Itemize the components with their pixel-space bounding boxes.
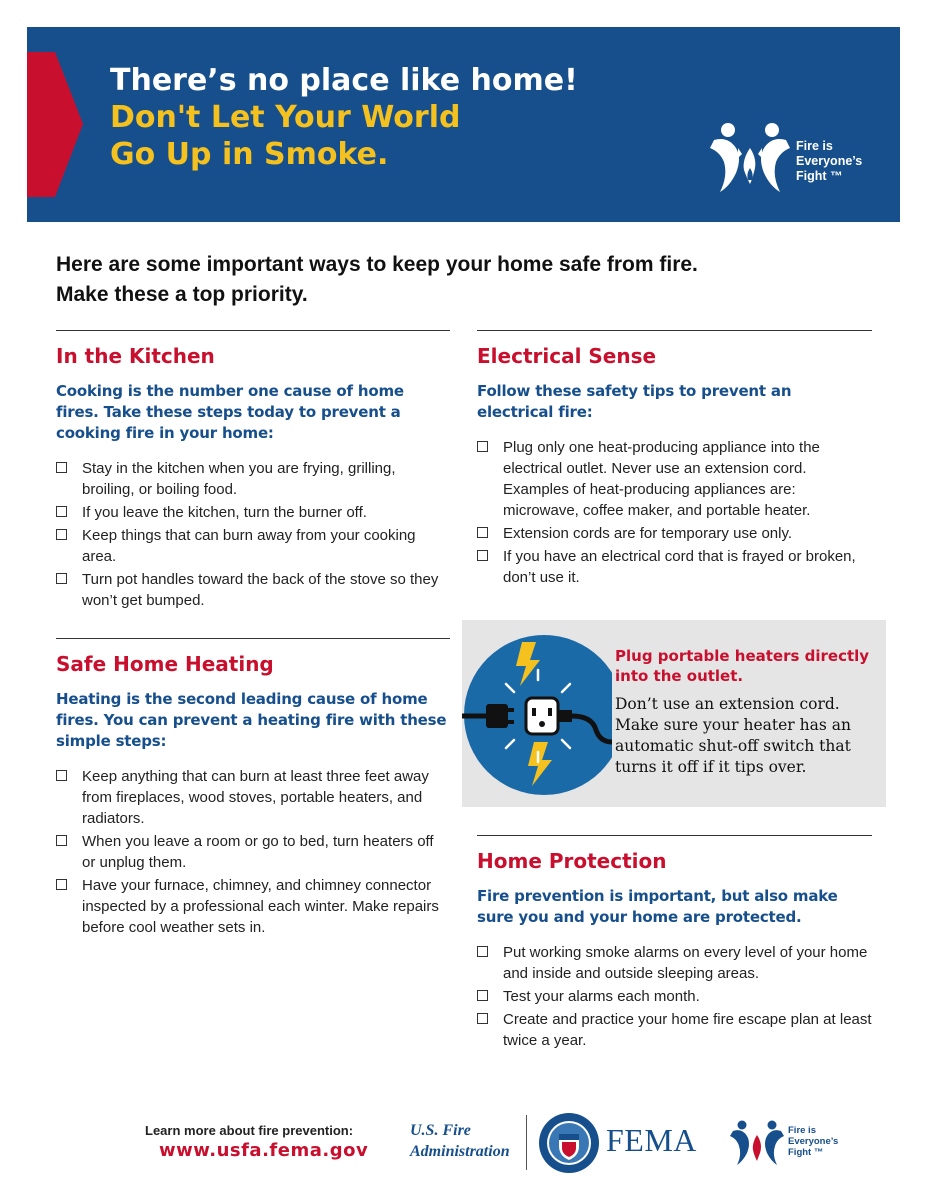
section-lead-electrical: Follow these safety tips to prevent an electrical fire: (477, 382, 792, 421)
section-heating (56, 638, 450, 940)
section-electrical (477, 330, 872, 590)
checklist-item-text: If you have an electrical cord that is frayed or broken, don’t use it. (503, 548, 856, 586)
section-lead-protection: Fire prevention is important, but also make sure you and your home are protected. (477, 887, 838, 926)
checklist-item (56, 502, 450, 523)
checklist-electrical (477, 437, 872, 588)
intro-text (56, 250, 876, 310)
checklist-item (477, 986, 872, 1007)
checklist-item-text: Turn pot handles toward the back of the stove so they won’t get bumped. (82, 571, 439, 609)
plug-outlet-icon (462, 630, 612, 800)
banner-logo-text-line-1: Fire is (796, 139, 833, 153)
section-title-protection: Home Protection (477, 849, 667, 873)
checkbox[interactable] (56, 573, 67, 584)
checklist-item (56, 525, 450, 567)
checklist-item-text: If you leave the kitchen, turn the burner off. (82, 504, 367, 521)
checklist-item-text: Stay in the kitchen when you are frying, grilling, broiling, or boiling food. (82, 460, 396, 498)
usfa-line-2: Administration (410, 1143, 510, 1160)
section-divider (477, 835, 872, 836)
banner-logo-text-line-2: Everyone’s (796, 154, 863, 168)
checkbox[interactable] (477, 550, 488, 561)
checklist-item (56, 875, 450, 938)
banner-title-line-1: There’s no place like home! (110, 63, 578, 98)
checkbox[interactable] (56, 835, 67, 846)
footer-url-link[interactable]: www.usfa.fema.gov (159, 1140, 369, 1161)
red-chevron-graphic (27, 52, 83, 197)
checklist-item (477, 437, 872, 521)
footer-divider (526, 1115, 527, 1170)
checklist-kitchen (56, 458, 450, 611)
section-title-kitchen: In the Kitchen (56, 344, 215, 368)
section-title-electrical: Electrical Sense (477, 344, 657, 368)
checkbox[interactable] (477, 527, 488, 538)
section-divider (477, 330, 872, 331)
dhs-seal-icon (538, 1112, 600, 1174)
section-title-heating: Safe Home Heating (56, 652, 274, 676)
section-protection (477, 835, 872, 1053)
checklist-protection (477, 942, 872, 1051)
section-kitchen (56, 330, 450, 613)
checklist-heating (56, 766, 450, 938)
footer-logo-text-line-1: Fire is (788, 1125, 816, 1136)
banner-logo-text (796, 139, 862, 184)
checklist-item (56, 458, 450, 500)
checklist-item-text: Create and practice your home fire escape plan at least twice a year. (503, 1011, 872, 1049)
checkbox[interactable] (56, 770, 67, 781)
section-lead-heating: Heating is the second leading cause of home fires. You can prevent a heating fire with these simple steps: (56, 690, 447, 750)
callout-body: Don’t use an extension cord. Make sure your heater has an automatic shut-off switch that turns it off if it tips over. (615, 695, 851, 776)
checklist-item (56, 569, 450, 611)
checkbox[interactable] (477, 441, 488, 452)
intro-line-2: Make these a top priority. (56, 283, 308, 306)
footer-learn-more: Learn more about fire prevention: (145, 1123, 354, 1138)
usfa-line-1: U.S. Fire (410, 1122, 471, 1139)
checklist-item-text: Extension cords are for temporary use only. (503, 525, 793, 542)
checklist-item-text: Keep anything that can burn at least three feet away from fireplaces, wood stoves, portable heaters, and radiators. (82, 768, 429, 827)
footer-logo-text (788, 1125, 838, 1158)
checklist-item-text: Have your furnace, chimney, and chimney connector inspected by a professional each winter. Make repairs before cool weather sets in. (82, 877, 439, 936)
usfa-logo-text (410, 1120, 510, 1162)
banner-title (110, 62, 578, 173)
banner-title-line-2: Don't Let Your World (110, 100, 461, 135)
checkbox[interactable] (56, 529, 67, 540)
checklist-item (477, 942, 872, 984)
checkbox[interactable] (56, 879, 67, 890)
callout-heading: Plug portable heaters directly into the outlet. (615, 647, 870, 685)
checklist-item (477, 1009, 872, 1051)
checklist-item-text: Plug only one heat-producing appliance into the electrical outlet. Never use an extension cord. Examples of heat-producing appliances are: microwave, coffee maker, and portable heater. (503, 439, 820, 519)
checklist-item (477, 546, 872, 588)
checklist-item (56, 831, 450, 873)
fema-logo-text: FEMA (606, 1122, 697, 1158)
checkbox[interactable] (477, 1013, 488, 1024)
footer-logo-text-line-3: Fight ™ (788, 1147, 824, 1158)
checklist-item-text: When you leave a room or go to bed, turn heaters off or unplug them. (82, 833, 434, 871)
section-divider (56, 638, 450, 639)
checkbox[interactable] (56, 506, 67, 517)
section-lead-kitchen: Cooking is the number one cause of home fires. Take these steps today to prevent a cooking fire in your home: (56, 382, 404, 442)
intro-line-1: Here are some important ways to keep your home safe from fire. (56, 253, 698, 276)
banner-title-line-3: Go Up in Smoke. (110, 137, 389, 172)
checklist-item-text: Test your alarms each month. (503, 988, 700, 1005)
checkbox[interactable] (477, 990, 488, 1001)
section-divider (56, 330, 450, 331)
banner-logo-text-line-3: Fight ™ (796, 169, 843, 183)
checklist-item-text: Put working smoke alarms on every level of your home and inside and outside sleeping areas. (503, 944, 868, 982)
checkbox[interactable] (56, 462, 67, 473)
checklist-item (477, 523, 872, 544)
checklist-item-text: Keep things that can burn away from your cooking area. (82, 527, 416, 565)
fire-is-everyones-fight-footer-logo-icon (728, 1117, 788, 1167)
checklist-item (56, 766, 450, 829)
footer-logo-text-line-2: Everyone’s (788, 1136, 839, 1147)
checkbox[interactable] (477, 946, 488, 957)
